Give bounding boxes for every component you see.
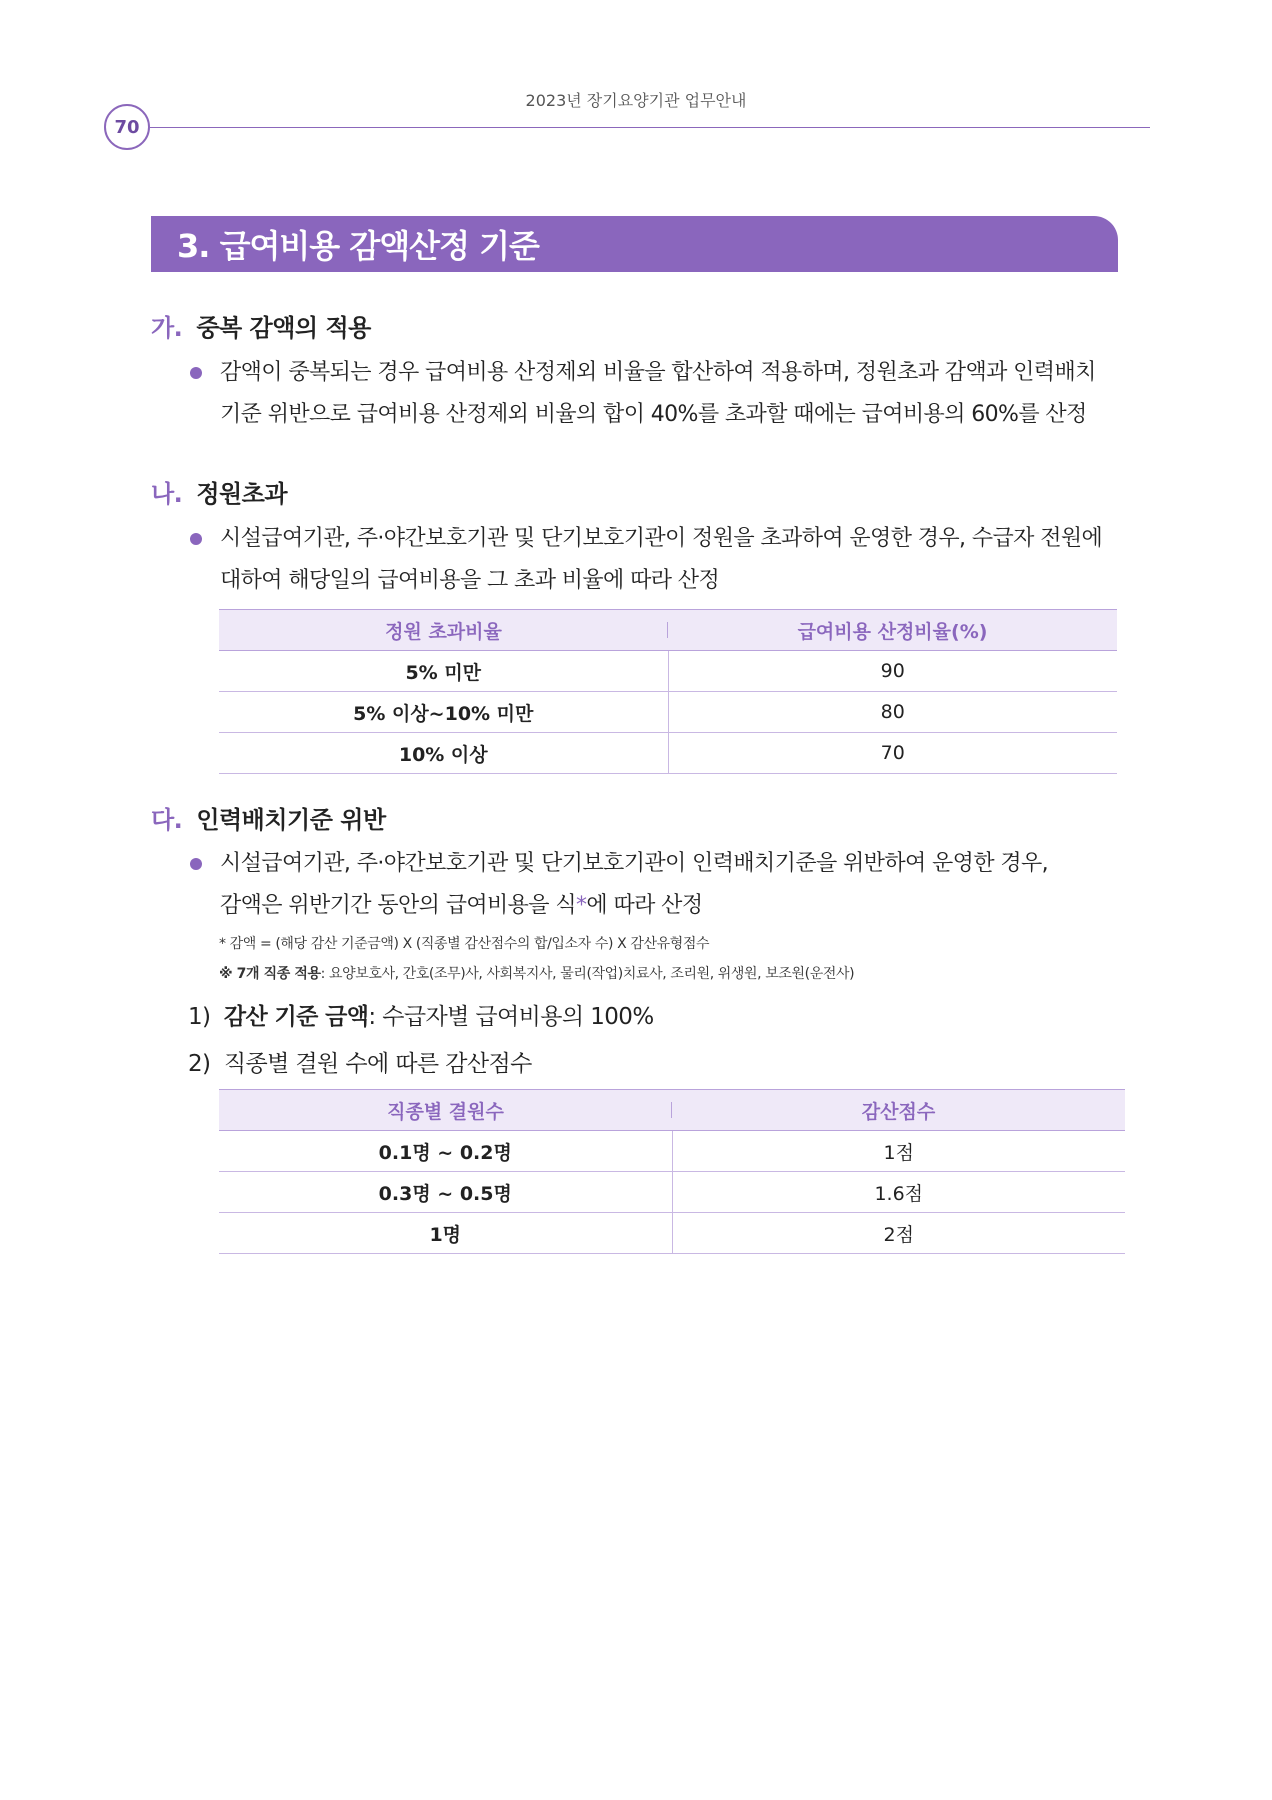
formula-note: * 감액 = (해당 감산 기준금액) X (직종별 감산점수의 합/입소자 수) X 감산유형점수 <box>219 936 710 952</box>
table-row <box>219 651 1117 692</box>
table-cell: 0.3명 ~ 0.5명 <box>219 1172 672 1213</box>
table-row <box>219 692 1117 733</box>
note-label: ※ 7개 직종 적용 <box>219 966 321 982</box>
subsection-title: 인력배치기준 위반 <box>196 806 386 834</box>
numbered-item-2 <box>188 1045 532 1078</box>
bullet-line: 대하여 해당일의 급여비용을 그 초과 비율에 따라 산정 <box>220 568 720 593</box>
bullet-line: 시설급여기관, 주·야간보호기관 및 단기보호기관이 정원을 초과하여 운영한 경우, 수급자 전원에 <box>220 526 1103 551</box>
table-row <box>219 1213 1125 1254</box>
bullet-line <box>190 885 1120 927</box>
table-cell: 70 <box>668 733 1117 774</box>
table-header: 직종별 결원수 <box>219 1090 672 1131</box>
table-row <box>219 1172 1125 1213</box>
table-cell: 10% 이상 <box>219 733 668 774</box>
bullet-text: 감액은 위반기간 동안의 급여비용을 식 <box>220 893 577 918</box>
bullet-icon <box>190 858 202 870</box>
table-header: 정원 초과비율 <box>219 610 668 651</box>
subsection-title: 정원초과 <box>196 480 288 508</box>
table-cell: 80 <box>668 692 1117 733</box>
table-cell: 0.1명 ~ 0.2명 <box>219 1131 672 1172</box>
table-cell: 1점 <box>672 1131 1125 1172</box>
bullet-text: 에 따라 산정 <box>586 893 703 918</box>
section-banner <box>151 216 1118 272</box>
table-cell: 5% 미만 <box>219 651 668 692</box>
capacity-table <box>219 609 1117 774</box>
subsection-heading-ga <box>151 308 371 343</box>
subsection-mark: 나. <box>151 480 183 508</box>
bullet-paragraph-ga <box>190 352 1120 436</box>
vacancy-table <box>219 1089 1125 1254</box>
subsection-heading-da <box>151 800 386 835</box>
note-text: : 요양보호사, 간호(조무)사, 사회복지사, 물리(작업)치료사, 조리원, 위생원, 보조원(운전사) <box>320 966 855 982</box>
bullet-paragraph-na <box>190 518 1120 602</box>
table-cell: 1.6점 <box>672 1172 1125 1213</box>
subsection-title: 중복 감액의 적용 <box>196 314 371 342</box>
item-number: 2) <box>188 1051 211 1077</box>
table-header: 감산점수 <box>672 1090 1125 1131</box>
item-number: 1) <box>188 1004 211 1030</box>
table-row <box>219 733 1117 774</box>
item-label: 감산 기준 금액 <box>223 1004 369 1030</box>
occupation-note <box>219 963 854 983</box>
header-rule <box>150 127 1150 128</box>
table-header: 급여비용 산정비율(%) <box>668 610 1117 651</box>
bullet-line: 시설급여기관, 주·야간보호기관 및 단기보호기관이 인력배치기준을 위반하여 운영한 경우, <box>220 851 1049 876</box>
bullet-icon <box>190 367 202 379</box>
subsection-mark: 다. <box>151 806 183 834</box>
running-title: 2023년 장기요양기관 업무안내 <box>525 91 747 110</box>
bullet-line: 감액이 중복되는 경우 급여비용 산정제외 비율을 합산하여 적용하며, 정원초과 감액과 인력배치 <box>220 360 1096 385</box>
item-text: : 수급자별 급여비용의 100% <box>368 1004 654 1030</box>
bullet-paragraph-da <box>190 843 1120 927</box>
table-cell: 5% 이상~10% 미만 <box>219 692 668 733</box>
table-cell: 90 <box>668 651 1117 692</box>
table-header-row <box>219 1090 1125 1131</box>
table-cell: 2점 <box>672 1213 1125 1254</box>
footnote-asterisk: * <box>576 893 587 918</box>
table-cell: 1명 <box>219 1213 672 1254</box>
bullet-icon <box>190 533 202 545</box>
subsection-heading-na <box>151 474 287 509</box>
bullet-line: 기준 위반으로 급여비용 산정제외 비율의 합이 40%를 초과할 때에는 급여비용의 60%를 산정 <box>220 402 1087 427</box>
section-title: 3. 급여비용 감액산정 기준 <box>177 227 539 265</box>
page-number: 70 <box>104 104 150 150</box>
subsection-mark: 가. <box>151 314 183 342</box>
table-row <box>219 1131 1125 1172</box>
numbered-item-1 <box>188 998 654 1031</box>
table-header-row <box>219 610 1117 651</box>
item-text: 직종별 결원 수에 따른 감산점수 <box>223 1051 532 1077</box>
